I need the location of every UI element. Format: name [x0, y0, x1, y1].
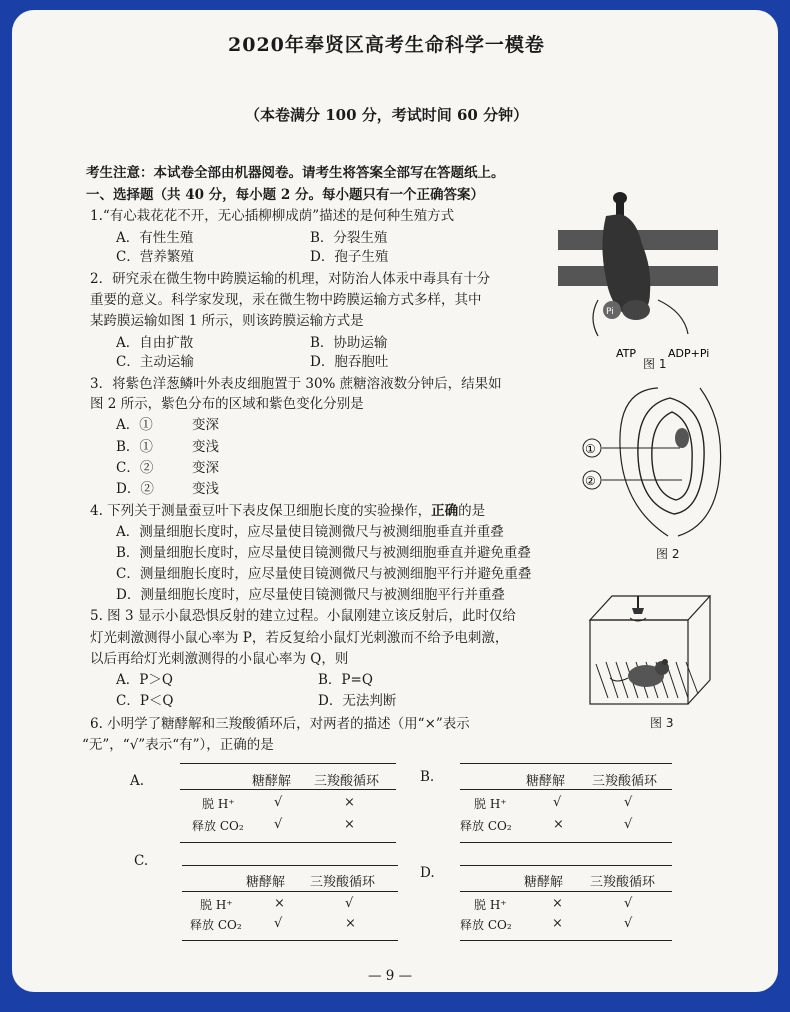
table-a-bottom-rule — [180, 842, 396, 843]
table-d-r1c2: √ — [624, 896, 633, 911]
table-b-r1c1: √ — [553, 795, 562, 810]
table-b-top-rule — [460, 763, 672, 764]
q3-option-a: A．① — [116, 417, 153, 433]
q3-option-a-change: 变深 — [192, 417, 219, 433]
table-b-row2-label: 释放 CO₂ — [460, 819, 512, 833]
page-subtitle: （本卷满分 100 分，考试时间 60 分钟） — [245, 106, 529, 124]
q2-option-b: B．协助运输 — [310, 335, 388, 351]
table-d-r2c1: × — [552, 916, 563, 931]
table-d-r2c2: √ — [624, 916, 633, 931]
exam-notice: 考生注意：本试卷全部由机器阅卷。请考生将答案全部写在答题纸上。 — [86, 165, 505, 181]
table-c-r2c1: √ — [274, 916, 283, 931]
q1-option-d: D．孢子生殖 — [310, 249, 389, 265]
table-a-mid-rule — [180, 789, 396, 790]
table-b-row1-label: 脱 H⁺ — [474, 797, 507, 811]
table-c-col2-header: 三羧酸循环 — [310, 875, 376, 890]
table-a-row1-label: 脱 H⁺ — [202, 797, 235, 811]
table-b-r2c2: √ — [624, 817, 633, 832]
table-c-r1c1: × — [274, 896, 285, 911]
q2-stem-line2: 重要的意义。科学家发现，汞在微生物中跨膜运输方式多样，其中 — [90, 292, 482, 308]
table-c-col1-header: 糖酵解 — [246, 875, 286, 890]
table-d-r1c1: × — [552, 896, 563, 911]
table-c-bottom-rule — [182, 940, 398, 941]
q5-option-d: D．无法判断 — [318, 693, 397, 709]
q6-option-d-label: D. — [420, 865, 435, 881]
table-a-r1c2: × — [344, 795, 355, 810]
table-b-r2c1: × — [553, 817, 564, 832]
table-b-mid-rule — [460, 789, 672, 790]
q5-option-c: C．P＜Q — [116, 693, 174, 709]
q1-option-a: A．有性生殖 — [116, 230, 194, 246]
q5-option-b: B．P=Q — [318, 672, 373, 688]
q3-stem-line1: 3．将紫色洋葱鳞叶外表皮细胞置于 30% 蔗糖溶液数分钟后，结果如 — [90, 376, 502, 392]
table-b-col2-header: 三羧酸循环 — [592, 774, 658, 789]
table-d-bottom-rule — [460, 940, 672, 941]
q3-option-b-change: 变浅 — [192, 439, 219, 455]
table-b-col1-header: 糖酵解 — [526, 774, 566, 789]
q3-option-c: C．② — [116, 460, 154, 476]
q5-stem-line1: 5. 图 3 显示小鼠恐惧反射的建立过程。小鼠刚建立该反射后，此时仅给 — [90, 608, 516, 624]
q1-option-b: B．分裂生殖 — [310, 230, 388, 246]
q5-stem-line2: 灯光刺激测得小鼠心率为 P，若反复给小鼠灯光刺激而不给予电刺激， — [90, 630, 509, 646]
q2-option-c: C．主动运输 — [116, 354, 194, 370]
q6-stem-line2: “无”，“√”表示“有”），正确的是 — [82, 737, 274, 753]
table-a-r1c1: √ — [274, 795, 283, 810]
q2-stem-line1: 2．研究汞在微生物中跨膜运输的机理，对防治人体汞中毒具有十分 — [90, 271, 491, 287]
figure-1-caption: 图 1 — [643, 357, 667, 371]
q2-stem-line3: 某跨膜运输如图 1 所示，则该跨膜运输方式是 — [90, 313, 364, 329]
table-c-top-rule — [182, 865, 398, 866]
table-a-row2-label: 释放 CO₂ — [192, 819, 244, 833]
table-a-top-rule — [180, 763, 396, 764]
figure-2-plasmolysis-cell — [578, 386, 728, 540]
fig1-pi-label: Pi — [606, 307, 614, 317]
table-a-r2c1: √ — [274, 817, 283, 832]
q4-stem-post: 的是 — [458, 503, 486, 519]
q3-option-c-change: 变深 — [192, 460, 219, 476]
table-d-col2-header: 三羧酸循环 — [590, 875, 656, 890]
fig1-adp-label: ADP+Pi — [668, 347, 710, 360]
q6-option-b-label: B. — [420, 769, 435, 785]
page-title: 2020年奉贤区高考生命科学一模卷 — [228, 34, 545, 56]
table-d-mid-rule — [460, 891, 672, 892]
page-number: — 9 — — [368, 968, 413, 984]
table-a-col2-header: 三羧酸循环 — [314, 774, 380, 789]
table-d-row1-label: 脱 H⁺ — [474, 898, 507, 912]
table-c-r1c2: √ — [345, 896, 354, 911]
table-a-col1-header: 糖酵解 — [252, 774, 292, 789]
table-a-r2c2: × — [344, 817, 355, 832]
figure-3-mouse-box — [588, 594, 712, 710]
fig2-marker-2: ② — [585, 474, 596, 488]
q2-option-a: A．自由扩散 — [116, 335, 194, 351]
table-c-row2-label: 释放 CO₂ — [190, 918, 242, 932]
q4-option-a: A．测量细胞长度时，应尽量使目镜测微尺与被测细胞垂直并重叠 — [116, 524, 504, 540]
fig1-atp-label: ATP — [616, 347, 637, 360]
table-c-mid-rule — [182, 891, 398, 892]
q3-option-d-change: 变浅 — [192, 481, 219, 497]
table-d-row2-label: 释放 CO₂ — [460, 918, 512, 932]
section-heading: 一、选择题（共 40 分，每小题 2 分。每小题只有一个正确答案） — [86, 187, 484, 203]
figure-3-caption: 图 3 — [650, 716, 674, 730]
q4-option-d: D．测量细胞长度时，应尽量使目镜测微尺与被测细胞平行并重叠 — [116, 587, 505, 603]
q2-option-d: D．胞吞胞吐 — [310, 354, 389, 370]
table-c-row1-label: 脱 H⁺ — [200, 898, 233, 912]
q5-stem-line3: 以后再给灯光刺激测得的小鼠心率为 Q，则 — [90, 651, 349, 667]
q6-option-a-label: A. — [130, 773, 145, 789]
q3-stem-line2: 图 2 所示，紫色分布的区域和紫色变化分别是 — [90, 396, 364, 412]
fig2-marker-1: ① — [585, 442, 596, 456]
figure-2-caption: 图 2 — [656, 547, 680, 561]
q6-stem-line1: 6. 小明学了糖酵解和三羧酸循环后，对两者的描述（用“×”表示 — [90, 716, 470, 732]
q1-option-c: C．营养繁殖 — [116, 249, 194, 265]
q6-option-c-label: C. — [134, 853, 149, 869]
figure-1-membrane-transport — [558, 188, 728, 360]
table-b-bottom-rule — [460, 842, 672, 843]
q3-option-d: D．② — [116, 481, 154, 497]
q5-option-a: A．P＞Q — [116, 672, 173, 688]
q3-option-b: B．① — [116, 439, 153, 455]
table-d-top-rule — [460, 865, 672, 866]
table-b-r1c2: √ — [624, 795, 633, 810]
table-d-col1-header: 糖酵解 — [524, 875, 564, 890]
exam-paper — [12, 10, 778, 992]
q4-option-b: B．测量细胞长度时，应尽量使目镜测微尺与被测细胞垂直并避免重叠 — [116, 545, 531, 561]
q4-stem — [90, 503, 485, 519]
q4-stem-pre: 4. 下列关于测量蚕豆叶下表皮保卫细胞长度的实验操作， — [90, 503, 432, 519]
q4-stem-emphasis: 正确 — [431, 503, 459, 519]
table-c-r2c2: × — [345, 916, 356, 931]
q4-option-c: C．测量细胞长度时，应尽量使目镜测微尺与被测细胞平行并避免重叠 — [116, 566, 532, 582]
q1-stem: 1.“有心栽花花不开，无心插柳柳成荫”描述的是何种生殖方式 — [90, 208, 455, 224]
